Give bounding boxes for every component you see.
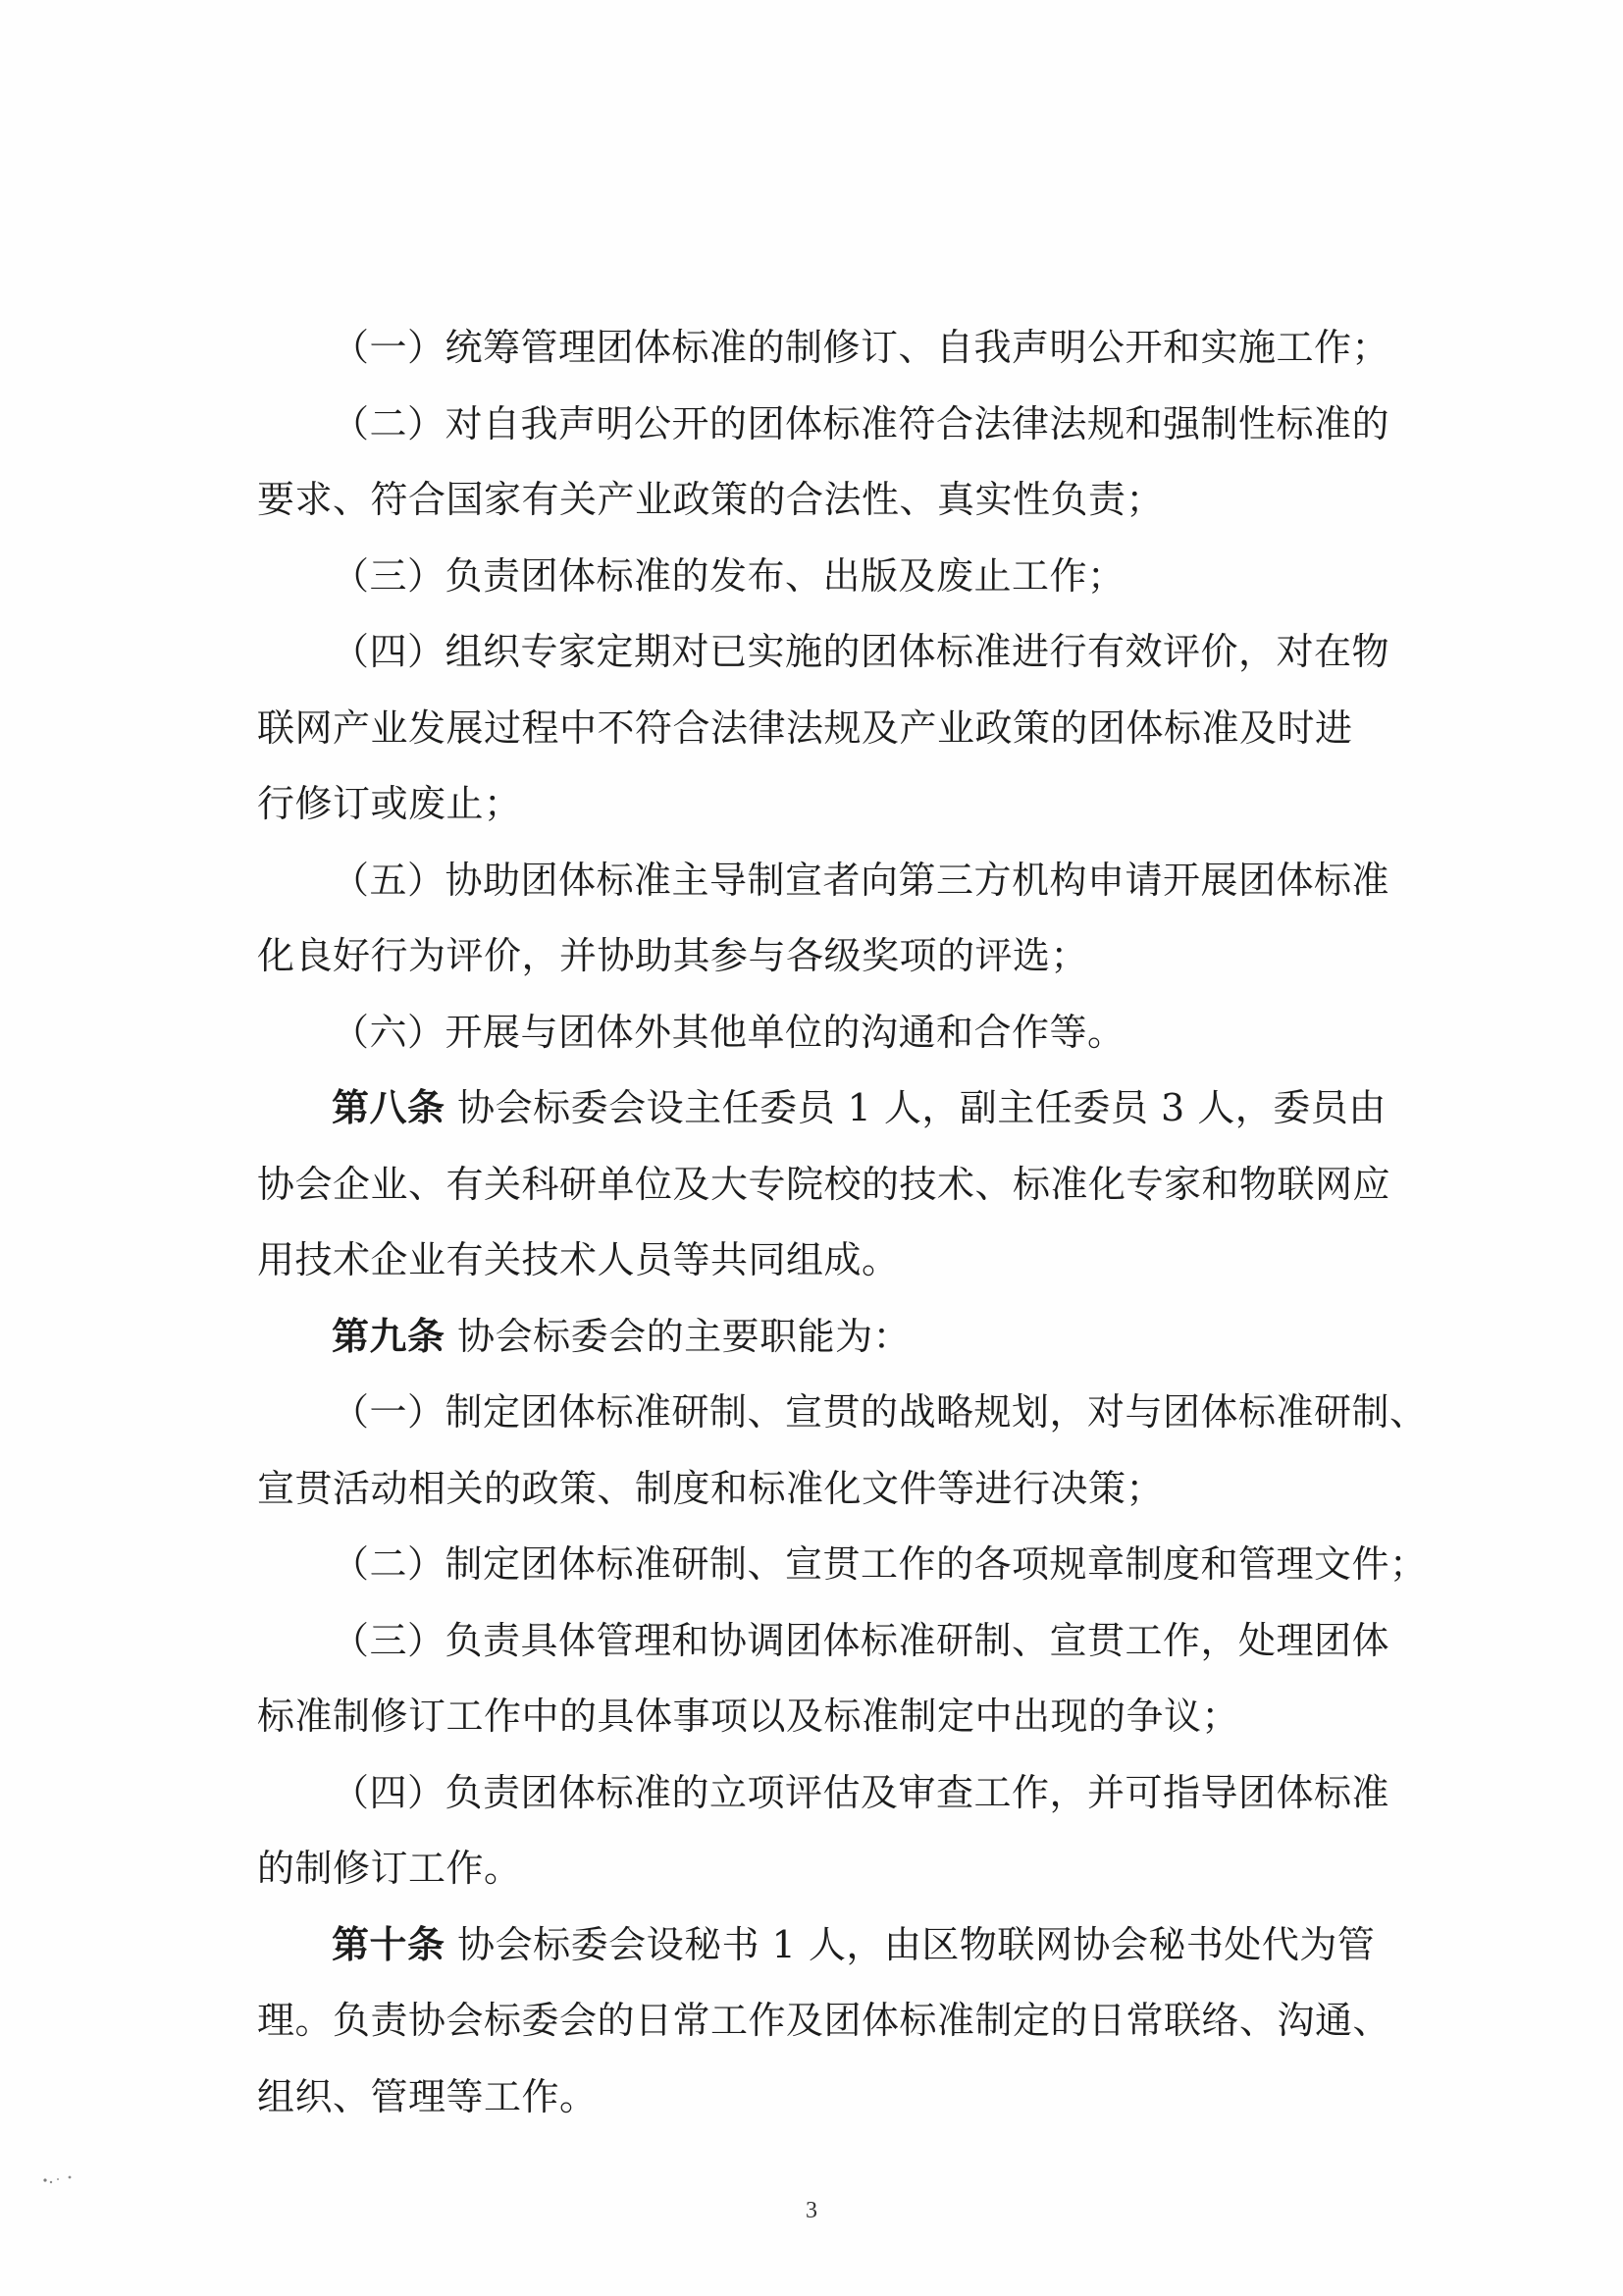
line-text: （四）组织专家定期对已实施的团体标准进行有效评价，对在物 [332, 630, 1390, 673]
line-text: 化良好行为评价，并协助其参与各级奖项的评选； [257, 934, 1089, 977]
line-text: 要求、符合国家有关产业政策的合法性、真实性负责； [257, 478, 1165, 521]
line-text: 组织、管理等工作。 [257, 2074, 598, 2118]
line-text: （一）统筹管理团体标准的制修订、自我声明公开和实施工作； [332, 326, 1390, 369]
paragraph-line [257, 387, 1390, 463]
paragraph-line [257, 1451, 1386, 1528]
paragraph-line [257, 614, 1390, 691]
line-text: （二）对自我声明公开的团体标准符合法律法规和强制性标准的 [332, 401, 1390, 445]
paragraph-line [257, 1679, 1386, 1755]
line-text: 行修订或废止； [257, 782, 522, 825]
line-text: 的制修订工作。 [257, 1847, 522, 1890]
line-text: 协会标委会设主任委员 1 人，副主任委员 3 人，委员由 [445, 1086, 1387, 1129]
line-text: （三）负责团体标准的发布、出版及废止工作； [332, 553, 1126, 598]
line-text: 标准制修订工作中的具体事项以及标准制定中出现的争议； [257, 1695, 1240, 1738]
line-text: （二）制定团体标准研制、宣贯工作的各项规章制度和管理文件； [332, 1542, 1428, 1586]
line-text: 协会标委会的主要职能为： [445, 1314, 912, 1358]
line-text: 理。负责协会标委会的日常工作及团体标准制定的日常联络、沟通、 [257, 1999, 1391, 2042]
paragraph-line [257, 1147, 1391, 1224]
paragraph-line [257, 1375, 1428, 1451]
paragraph-line [257, 1983, 1391, 2060]
paragraph-line [257, 1603, 1390, 1680]
paragraph-line [257, 2060, 1386, 2136]
paragraph-line [257, 995, 1386, 1071]
line-text: 协会企业、有关科研单位及大专院校的技术、标准化专家和物联网应 [257, 1162, 1391, 1206]
article-heading: 第十条 [332, 1922, 445, 1966]
paragraph-line [257, 843, 1390, 919]
line-text: 宣贯活动相关的政策、制度和标准化文件等进行决策； [257, 1466, 1165, 1510]
paragraph-line [257, 1831, 1386, 1907]
article-heading: 第九条 [332, 1314, 445, 1358]
line-text: 协会标委会设秘书 1 人，由区物联网协会秘书处代为管 [445, 1922, 1376, 1966]
paragraph-line [257, 766, 1386, 843]
paragraph-line [257, 1755, 1390, 1832]
paragraph-line [257, 539, 1386, 615]
article-10-line [257, 1907, 1386, 1984]
paragraph-line [257, 918, 1386, 995]
page-number: 3 [806, 2198, 817, 2223]
article-8-line [257, 1070, 1386, 1147]
scan-noise-mark [41, 2170, 77, 2186]
paragraph-line [257, 462, 1386, 539]
line-text: 联网产业发展过程中不符合法律法规及产业政策的团体标准及时进 [257, 705, 1353, 750]
article-9-line [257, 1299, 1386, 1376]
line-text: （一）制定团体标准研制、宣贯的战略规划，对与团体标准研制、 [332, 1390, 1428, 1434]
document-body [257, 310, 1428, 2135]
line-text: （六）开展与团体外其他单位的沟通和合作等。 [332, 1010, 1126, 1054]
paragraph-line [257, 1527, 1428, 1603]
line-text: （五）协助团体标准主导制宣者向第三方机构申请开展团体标准 [332, 858, 1390, 902]
article-heading: 第八条 [332, 1086, 445, 1129]
line-text: （三）负责具体管理和协调团体标准研制、宣贯工作，处理团体 [332, 1618, 1390, 1662]
line-text: 用技术企业有关技术人员等共同组成。 [257, 1238, 900, 1281]
line-text: （四）负责团体标准的立项评估及审查工作，并可指导团体标准 [332, 1770, 1390, 1814]
paragraph-line [257, 1223, 1386, 1299]
paragraph-line [257, 691, 1386, 767]
paragraph-line [257, 310, 1390, 387]
